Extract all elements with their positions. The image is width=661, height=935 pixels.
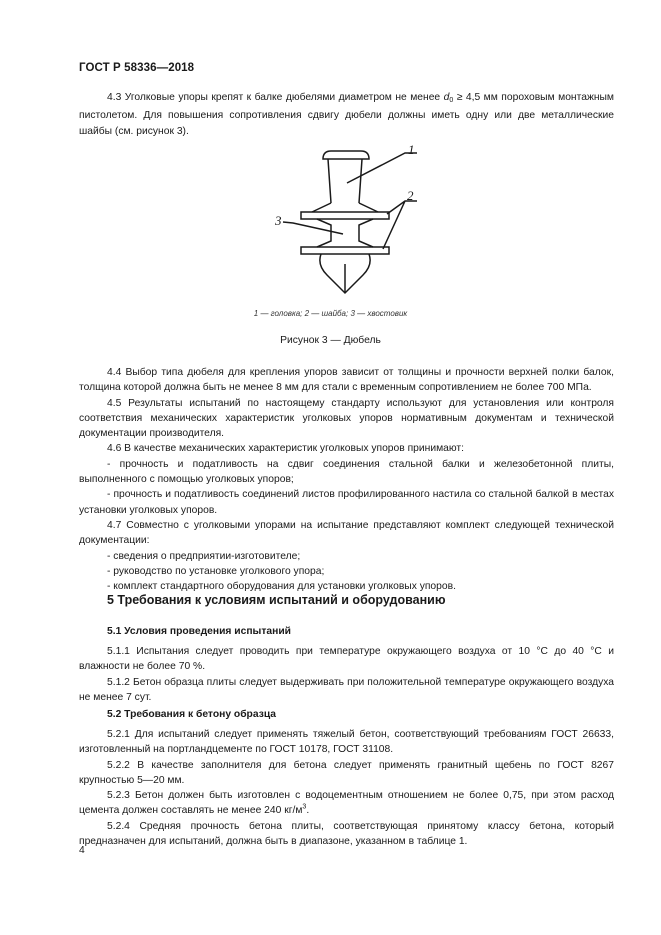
section-5-1-title: 5.1 Условия проведения испытаний xyxy=(107,626,292,637)
section-4-4-to-4-7 xyxy=(79,365,614,594)
list-item: - прочность и податливость на сдвиг соединения стальной балки и железобетонной плиты, выполненного с помощью уголковых упоров; xyxy=(79,458,614,486)
paragraph-4-3 xyxy=(79,90,614,139)
d-subscript: 0 xyxy=(449,97,454,104)
list-item: - сведения о предприятии-изготовителе; xyxy=(107,550,301,562)
p-5-2-3-sup: 3 xyxy=(302,804,307,812)
p-5-2-3-end: . xyxy=(306,805,310,817)
paragraph-5-2-1: 5.2.1 Для испытаний следует применять тяжелый бетон, соответствующий требованиям ГОСТ 26633, изготовленный на портландцементе по ГОСТ 10178, ГОСТ 31108. xyxy=(79,729,614,756)
paragraph-5-2-3 xyxy=(79,788,614,819)
section-5-2 xyxy=(79,727,614,849)
paragraph-4-7: 4.7 Совместно с уголковыми упорами на испытание представляют комплект следующей технической документации: xyxy=(79,519,614,547)
list-item: - комплект стандартного оборудования для установки уголковых упоров. xyxy=(107,581,456,593)
paragraph-5-2-4: 5.2.4 Средняя прочность бетона плиты, соответствующая принятому классу бетона, который предназначен для испытаний, должна быть в диапазоне, указанном в таблице 1. xyxy=(79,820,614,848)
paragraph-5-2-2: 5.2.2 В качестве заполнителя для бетона следует применять гранитный щебень по ГОСТ 8267 крупностью 5—20 мм. xyxy=(79,759,614,786)
p-4-3-before: 4.3 Уголковые упоры крепят к балке дюбелями диаметром не менее xyxy=(107,92,444,103)
document-header: ГОСТ Р 58336—2018 xyxy=(79,62,195,74)
section-5-2-title: 5.2 Требования к бетону образца xyxy=(107,709,277,720)
section-4-3 xyxy=(79,90,614,139)
paragraph-4-6: 4.6 В качестве механических характеристик уголковых упоров принимают: xyxy=(107,443,464,455)
label-1: 1 xyxy=(408,143,415,157)
paragraph-5-1-1: 5.1.1 Испытания следует проводить при температуре окружающего воздуха от 10 °С до 40 °С и влажности не более 70 %. xyxy=(79,646,614,673)
list-item: - прочность и податливость соединений листов профилированного настила со стальной балкой в местах установки уголковых упоров. xyxy=(79,489,614,516)
section-5-title: 5 Требования к условиям испытаний и оборудованию xyxy=(107,593,446,607)
figure-caption: Рисунок 3 — Дюбель xyxy=(280,335,381,346)
page-number: 4 xyxy=(79,845,85,856)
dowel-drawing xyxy=(265,143,435,298)
list-item: - руководство по установке уголкового упора; xyxy=(107,565,325,577)
paragraph-5-1-2: 5.1.2 Бетон образца плиты следует выдерживать при положительной температуре окружающего воздуха не менее 7 сут. xyxy=(79,676,614,703)
paragraph-4-5: 4.5 Результаты испытаний по настоящему стандарту используют для установления или контроля соответствия механических характеристик уголковых упоров нормативным документам и технической документации производителя. xyxy=(79,397,614,440)
p-5-2-3-text: 5.2.3 Бетон должен быть изготовлен с водоцементным отношением не более 0,75, при этом расход цемента должен составлять не менее 240 кг/м xyxy=(79,790,614,817)
figure-legend: 1 — головка; 2 — шайба; 3 — хвостовик xyxy=(253,309,408,318)
figure-dowel xyxy=(265,143,435,298)
d-symbol: d xyxy=(443,92,450,103)
section-5-1 xyxy=(79,644,614,705)
label-2: 2 xyxy=(407,188,414,203)
paragraph-4-4: 4.4 Выбор типа дюбеля для крепления упоров зависит от толщины и прочности верхней полки балок, толщина которой должна быть не менее 8 мм для стали с временным сопротивлением не более 700 МПа. xyxy=(79,367,614,394)
label-3: 3 xyxy=(275,213,282,228)
p-4-3-after: ≥ 4,5 мм пороховым монтажным пистолетом. Для повышения сопротивления сдвигу дюбели должны иметь одну или две металлические шайбы (см. рисунок 3). xyxy=(79,92,614,137)
